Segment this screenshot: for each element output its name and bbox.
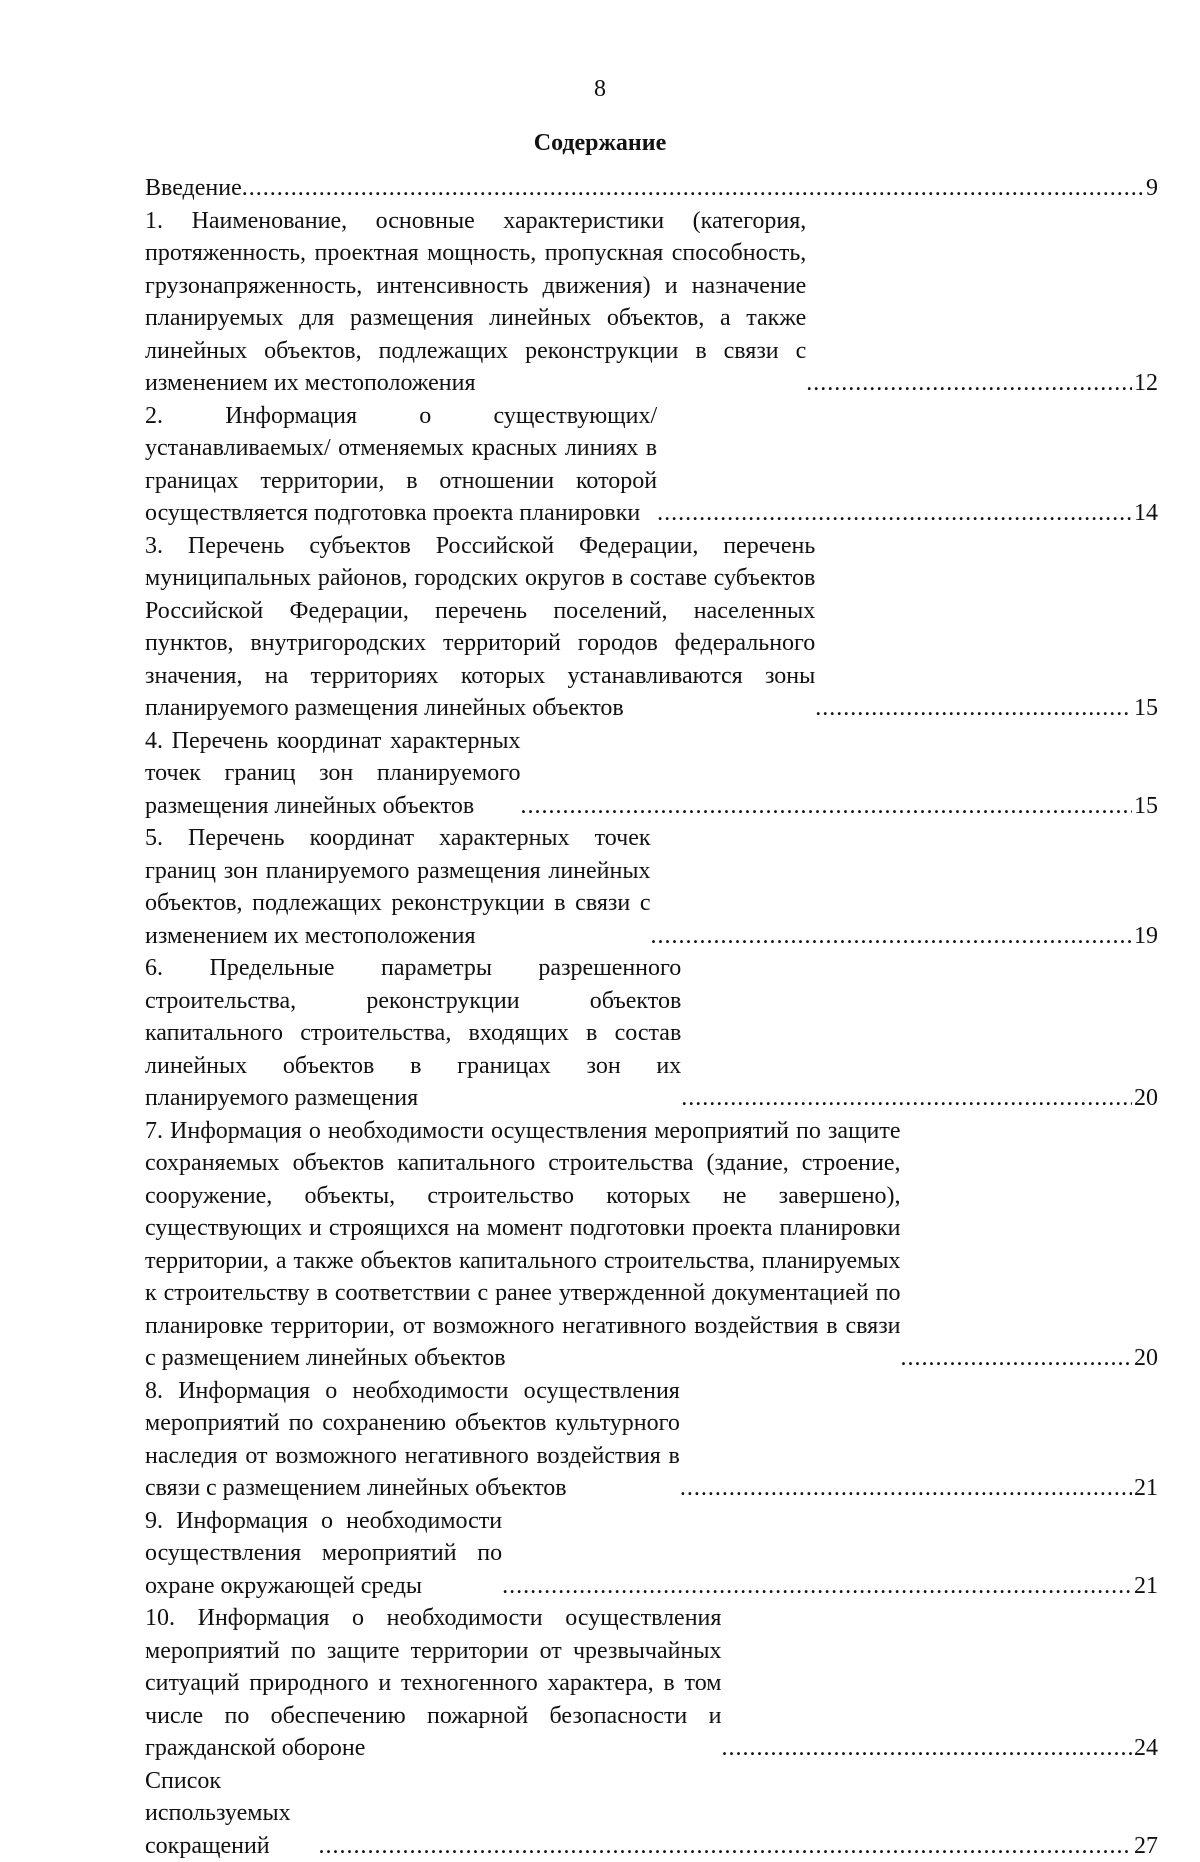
dot-leader [806,367,1132,400]
toc-title: Содержание [0,128,1200,158]
toc-entry-page: 20 [1132,1342,1158,1375]
toc-entry-text: 10. Информация о необходимости осуществления мероприятий по защите территории от чрезвычайных ситуаций природного и техногенного характера, в том числе по обеспечению пожарной безопасности и гражданской обороне [145,1602,721,1765]
toc-entry[interactable] [145,952,1158,1115]
toc-entry[interactable] [145,1115,1158,1375]
toc-entry-text: 4. Перечень координат характерных точек границ зон планируемого размещения линейных объектов [145,725,520,823]
toc-entry[interactable] [145,1505,1158,1603]
toc-entry-page: 14 [1132,497,1158,530]
dot-leader [651,920,1133,953]
toc-entry-page: 9 [1144,172,1158,205]
toc-entry-page: 19 [1132,920,1158,953]
toc-entry-page: 15 [1132,790,1158,823]
toc-entry[interactable] [145,822,1158,952]
toc-entry[interactable] [145,172,1158,205]
toc-entry[interactable] [145,725,1158,823]
dot-leader [815,692,1132,725]
toc-entry-page: 20 [1132,1082,1158,1115]
toc-entry[interactable] [145,530,1158,725]
toc-entry-page: 12 [1132,367,1158,400]
toc-entry-page: 15 [1132,692,1158,725]
toc-entry-page: 21 [1132,1570,1158,1603]
dot-leader [242,172,1144,205]
toc-entry-text: 2. Информация о существующих/ устанавливаемых/ отменяемых красных линиях в границах территории, в отношении которой осуществляется подготовка проекта планировки [145,400,657,530]
toc-entry[interactable] [145,400,1158,530]
dot-leader [681,1082,1132,1115]
toc-entry[interactable] [145,205,1158,400]
toc-entry-text: 9. Информация о необходимости осуществления мероприятий по охране окружающей среды [145,1505,502,1603]
dot-leader [520,790,1132,823]
toc-entry[interactable] [145,1375,1158,1505]
dot-leader [721,1732,1132,1765]
toc-entry[interactable] [145,1765,1158,1862]
toc-entry-text: 8. Информация о необходимости осуществления мероприятий по сохранению объектов культурного наследия от возможного негативного воздействия в связи с размещением линейных объектов [145,1375,680,1505]
table-of-contents [145,172,1158,1862]
dot-leader [318,1830,1132,1862]
toc-entry-page: 27 [1132,1830,1158,1862]
dot-leader [502,1570,1132,1603]
toc-entry-text: Введение [145,172,242,205]
page-number: 8 [0,74,1200,104]
toc-entry-text: 7. Информация о необходимости осуществления мероприятий по защите сохраняемых объектов капитального строительства (здание, строение, сооружение, объекты, строительство которых не завершено), существующих и строящихся на момент подготовки проекта планировки территории, а также объектов капитального строительства, планируемых к строительству в соответствии с ранее утвержденной документацией по планировке территории, от возможного негативного воздействия в связи с размещением линейных объектов [145,1115,901,1375]
toc-entry-text: 5. Перечень координат характерных точек границ зон планируемого размещения линейных объектов, подлежащих реконструкции в связи с изменением их местоположения [145,822,651,952]
toc-entry-page: 21 [1132,1472,1158,1505]
dot-leader [680,1472,1132,1505]
dot-leader [901,1342,1132,1375]
toc-entry-text: 6. Предельные параметры разрешенного строительства, реконструкции объектов капитального строительства, входящих в состав линейных объектов в границах зон их планируемого размещения [145,952,681,1115]
dot-leader [657,497,1132,530]
toc-entry-text: 1. Наименование, основные характеристики (категория, протяженность, проектная мощность, пропускная способность, грузонапряженность, интенсивность движения) и назначение планируемых для размещения линейных объектов, а также линейных объектов, подлежащих реконструкции в связи с изменением их местоположения [145,205,806,400]
toc-entry[interactable] [145,1602,1158,1765]
toc-entry-text: 3. Перечень субъектов Российской Федерации, перечень муниципальных районов, городских округов в составе субъектов Российской Федерации, перечень поселений, населенных пунктов, внутригородских территорий городов федерального значения, на территориях которых устанавливаются зоны планируемого размещения линейных объектов [145,530,815,725]
toc-entry-page: 24 [1132,1732,1158,1765]
toc-entry-text: Список используемых сокращений [145,1765,318,1862]
